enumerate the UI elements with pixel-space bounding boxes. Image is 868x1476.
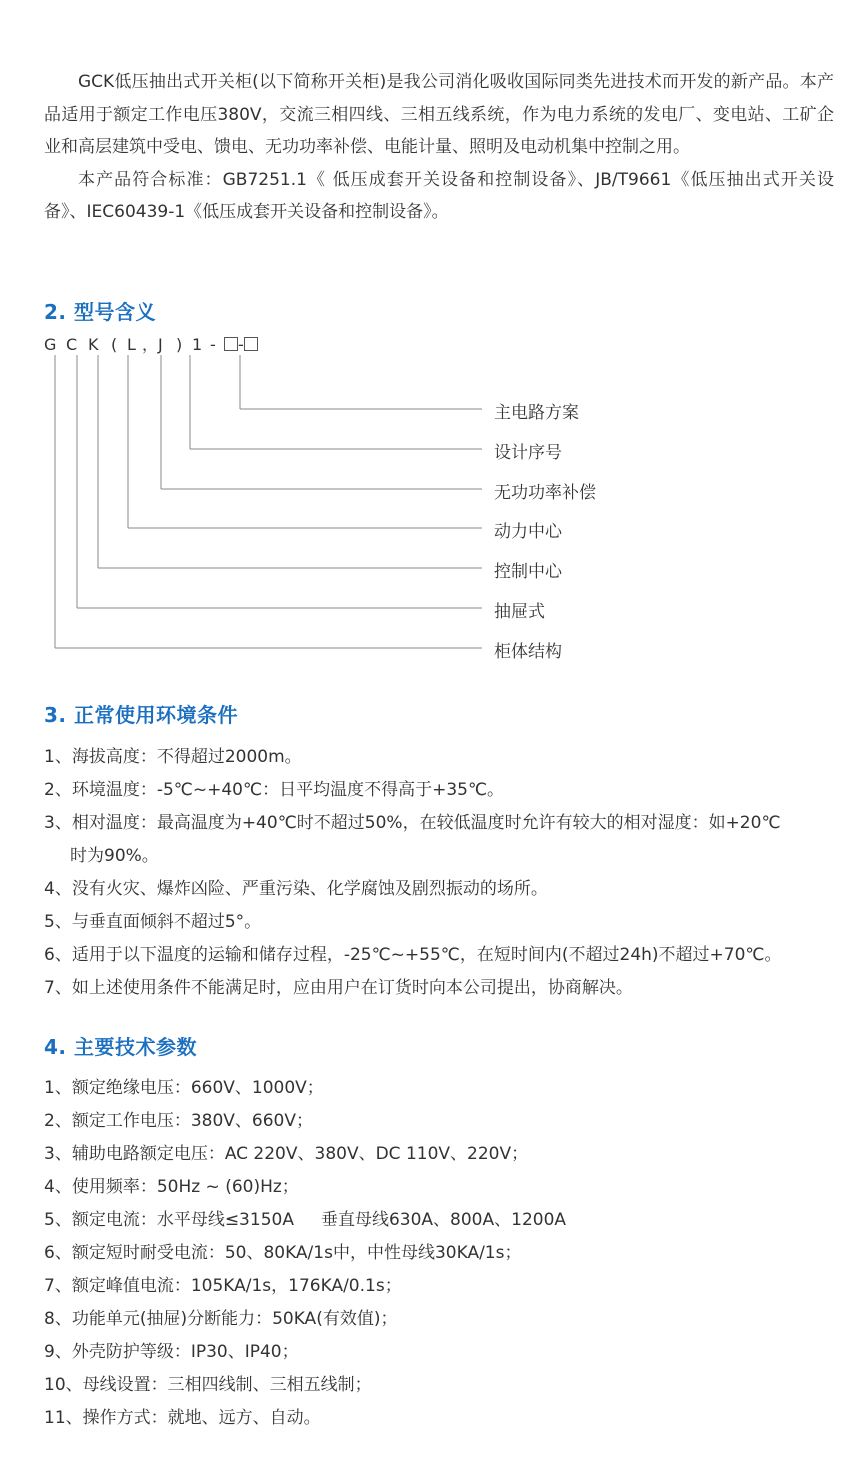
list-item: 8、功能单元(抽屉)分断能力：50KA(有效值)； (44, 1309, 398, 1329)
list-item: 2、环境温度：-5℃~+40℃：日平均温度不得高于+35℃。 (44, 780, 505, 800)
label-drawer: 抽屉式 (494, 602, 545, 622)
code-char-1: 1 (192, 335, 203, 354)
intro-paragraph-2: 本产品符合标准：GB7251.1《 低压成套开关设备和控制设备》、JB/T9661《低压抽出式开关设备》、IEC60439-1《低压成套开关设备和控制设备》。 (44, 169, 834, 222)
code-char-close-paren: ) (176, 335, 183, 354)
list-item: 6、额定短时耐受电流：50、80KA/1s中，中性母线30KA/1s； (44, 1243, 522, 1263)
code-char-dash: - (210, 335, 216, 354)
code-sep: - (238, 335, 244, 354)
label-power-center: 动力中心 (494, 522, 562, 542)
code-box-1 (224, 337, 238, 351)
code-char-c: C (66, 335, 78, 354)
label-reactive: 无功功率补偿 (494, 483, 596, 503)
list-item: 3、辅助电路额定电压：AC 220V、380V、DC 110V、220V； (44, 1144, 529, 1164)
list-item: 10、母线设置：三相四线制、三相五线制； (44, 1375, 372, 1395)
label-control-center: 控制中心 (494, 562, 562, 582)
list-item: 9、外壳防护等级：IP30、IP40； (44, 1342, 299, 1362)
section-2-title: 2. 型号含义 (44, 300, 156, 324)
intro-paragraph-1: GCK低压抽出式开关柜(以下简称开关柜)是我公司消化吸收国际同类先进技术而开发的新产品。本产品适用于额定工作电压380V，交流三相四线、三相五线系统，作为电力系统的发电厂、变电站、工矿企业和高层建筑中受电、馈电、无功功率补偿、电能计量、照明及电动机集中控制之用。 (44, 72, 834, 157)
intro-text (44, 66, 834, 229)
code-char-j: J (158, 335, 163, 354)
code-char-k: K (88, 335, 99, 354)
label-cabinet: 柜体结构 (494, 642, 562, 662)
list-item: 7、如上述使用条件不能满足时，应由用户在订货时向本公司提出，协商解决。 (44, 978, 633, 998)
code-char-g: G (44, 335, 57, 354)
list-item: 3、相对温度：最高温度为+40℃时不超过50%，在较低温度时允许有较大的相对湿度：如+20℃ 时为90%。 (44, 813, 781, 866)
list-item: 4、使用频率：50Hz ~ (60)Hz； (44, 1177, 299, 1197)
code-char-l: L (127, 335, 136, 354)
list-item: 11、操作方式：就地、远方、自动。 (44, 1408, 321, 1428)
environment-list (44, 741, 844, 1005)
list-item: 4、没有火灾、爆炸凶险、严重污染、化学腐蚀及剧烈振动的场所。 (44, 879, 548, 899)
list-item: 5、额定电流：水平母线≤3150A 垂直母线630A、800A、1200A (44, 1210, 567, 1230)
code-char-open-paren: ( (111, 335, 118, 354)
code-char-comma: ， (142, 335, 159, 354)
code-box-2 (244, 337, 258, 351)
section-3-title: 3. 正常使用环境条件 (44, 703, 238, 727)
list-item: 5、与垂直面倾斜不超过5°。 (44, 912, 262, 932)
label-design-no: 设计序号 (494, 443, 562, 463)
list-item: 6、适用于以下温度的运输和储存过程，-25℃~+55℃，在短时间内(不超过24h)不超过+70℃。 (44, 945, 782, 965)
list-item: 1、海拔高度：不得超过2000m。 (44, 747, 302, 767)
section-4-title: 4. 主要技术参数 (44, 1035, 197, 1059)
list-item: 1、额定绝缘电压：660V、1000V； (44, 1078, 324, 1098)
list-item: 7、额定峰值电流：105KA/1s，176KA/0.1s； (44, 1276, 402, 1296)
model-code (44, 332, 258, 355)
tech-params-list (44, 1072, 844, 1435)
list-item: 2、额定工作电压：380V、660V； (44, 1111, 313, 1131)
label-main-circuit: 主电路方案 (494, 403, 579, 423)
